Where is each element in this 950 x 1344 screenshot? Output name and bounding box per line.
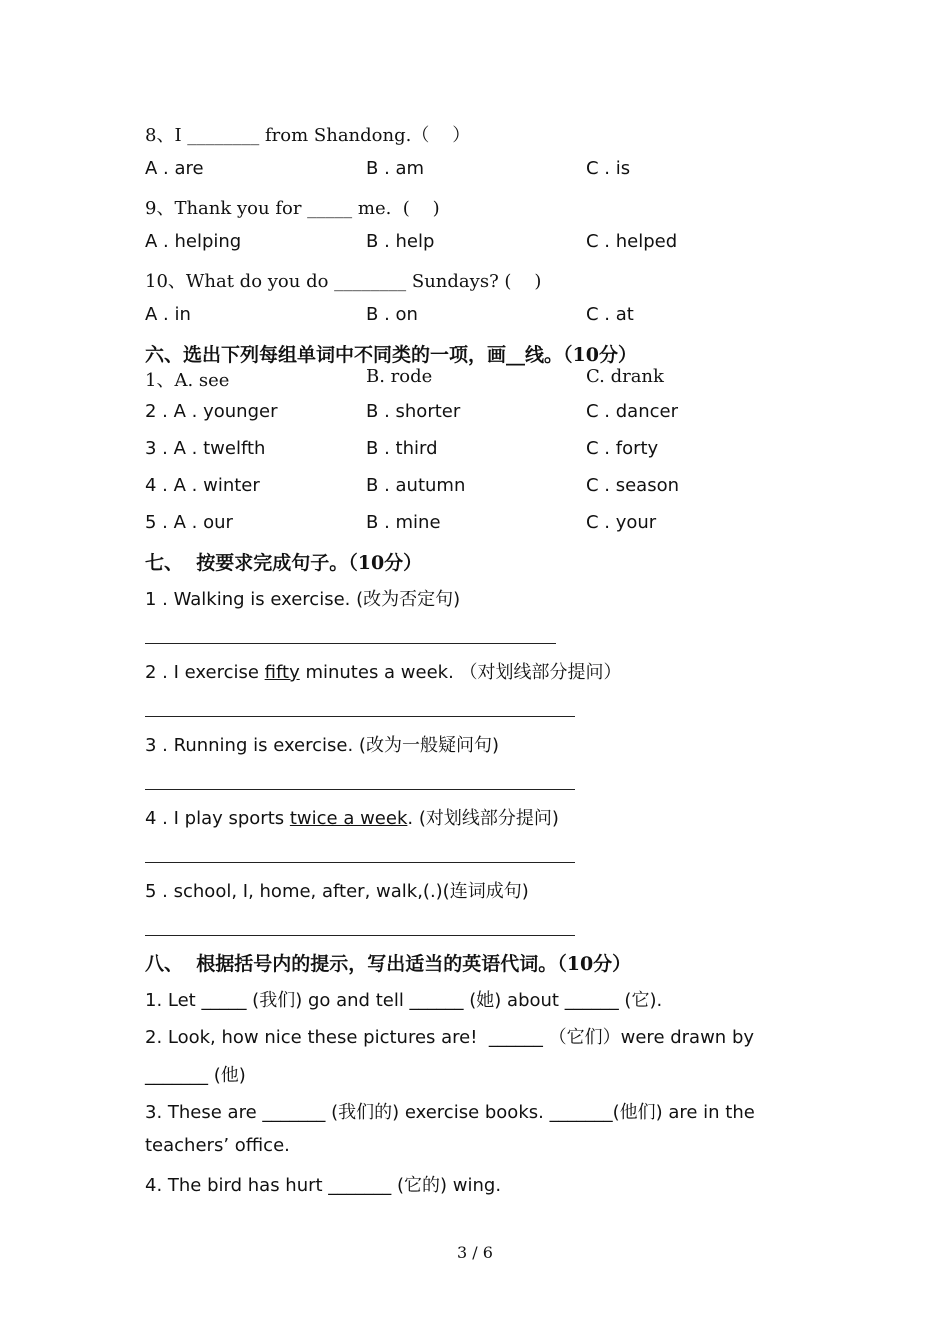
question-10-option-b: B . on xyxy=(366,304,418,325)
page-number: 3 / 6 xyxy=(457,1243,493,1262)
question-9-option-c: C . helped xyxy=(586,231,678,252)
question-10-option-c: C . at xyxy=(586,304,634,325)
question-9-option-b: B . help xyxy=(366,231,435,252)
question-9-option-a: A . helping xyxy=(145,231,242,252)
question-8-option-a: A . are xyxy=(145,158,204,179)
section-6-heading: 六、选出下列每组单词中不同类的一项，画__线。（10分） xyxy=(145,344,637,366)
section-7-item-2: 2 . I exercise fifty minutes a week. （对划线部分提问） xyxy=(145,662,622,683)
section-6-row-2-a: 2 . A . younger xyxy=(145,401,278,422)
section-6-row-4-c: C . season xyxy=(586,475,680,496)
section-8-line-3: _______ (他) xyxy=(145,1065,246,1086)
section-7-item-1: 1 . Walking is exercise. (改为否定句) xyxy=(145,589,461,610)
section-7-item-5: 5 . school, I, home, after, walk,(.)(连词成句) xyxy=(145,881,529,902)
question-10-option-a: A . in xyxy=(145,304,191,325)
section-6-row-1-c: C. drank xyxy=(586,366,664,387)
question-8-option-c: C . is xyxy=(586,158,631,179)
section-6-row-3-b: B . third xyxy=(366,438,438,459)
section-6-row-3-c: C . forty xyxy=(586,438,659,459)
section-8-heading: 八、 根据括号内的提示，写出适当的英语代词。（10分） xyxy=(145,953,632,975)
section-7-heading: 七、 按要求完成句子。（10分） xyxy=(145,552,423,574)
answer-line-5 xyxy=(145,935,575,936)
section-6-row-2-c: C . dancer xyxy=(586,401,678,422)
section-6-row-4-a: 4 . A . winter xyxy=(145,475,260,496)
underlined-phrase: fifty xyxy=(264,662,300,683)
section-6-row-4-b: B . autumn xyxy=(366,475,466,496)
answer-line-1 xyxy=(145,643,556,644)
section-8-line-5: teachers’ office. xyxy=(145,1135,290,1156)
answer-line-3 xyxy=(145,789,575,790)
section-6-row-5-c: C . your xyxy=(586,512,657,533)
section-6-row-2-b: B . shorter xyxy=(366,401,461,422)
answer-line-2 xyxy=(145,716,575,717)
question-8-stem: 8、I ________ from Shandong.（ ） xyxy=(145,125,471,146)
section-6-row-5-b: B . mine xyxy=(366,512,441,533)
section-7-item-4: 4 . I play sports twice a week. (对划线部分提问) xyxy=(145,808,559,829)
section-6-row-5-a: 5 . A . our xyxy=(145,512,233,533)
section-8-line-2: 2. Look, how nice these pictures are! ______ （它们）were drawn by xyxy=(145,1027,755,1048)
question-10-stem: 10、What do you do ________ Sundays? ( ) xyxy=(145,271,542,292)
section-8-line-1: 1. Let _____ (我们) go and tell ______ (她) about ______ (它). xyxy=(145,990,663,1011)
question-9-stem: 9、Thank you for _____ me. ( ) xyxy=(145,198,440,219)
section-6-row-1-a: 1、A. see xyxy=(145,370,230,391)
section-8-line-4: 3. These are _______ (我们的) exercise books. _______(他们) are in the xyxy=(145,1102,755,1123)
section-6-row-3-a: 3 . A . twelfth xyxy=(145,438,266,459)
section-6-row-1-b: B. rode xyxy=(366,366,433,387)
question-8-option-b: B . am xyxy=(366,158,425,179)
section-7-item-3: 3 . Running is exercise. (改为一般疑问句) xyxy=(145,735,499,756)
underlined-phrase: twice a week xyxy=(289,808,408,829)
answer-line-4 xyxy=(145,862,575,863)
section-8-line-6: 4. The bird has hurt _______ (它的) wing. xyxy=(145,1175,502,1196)
